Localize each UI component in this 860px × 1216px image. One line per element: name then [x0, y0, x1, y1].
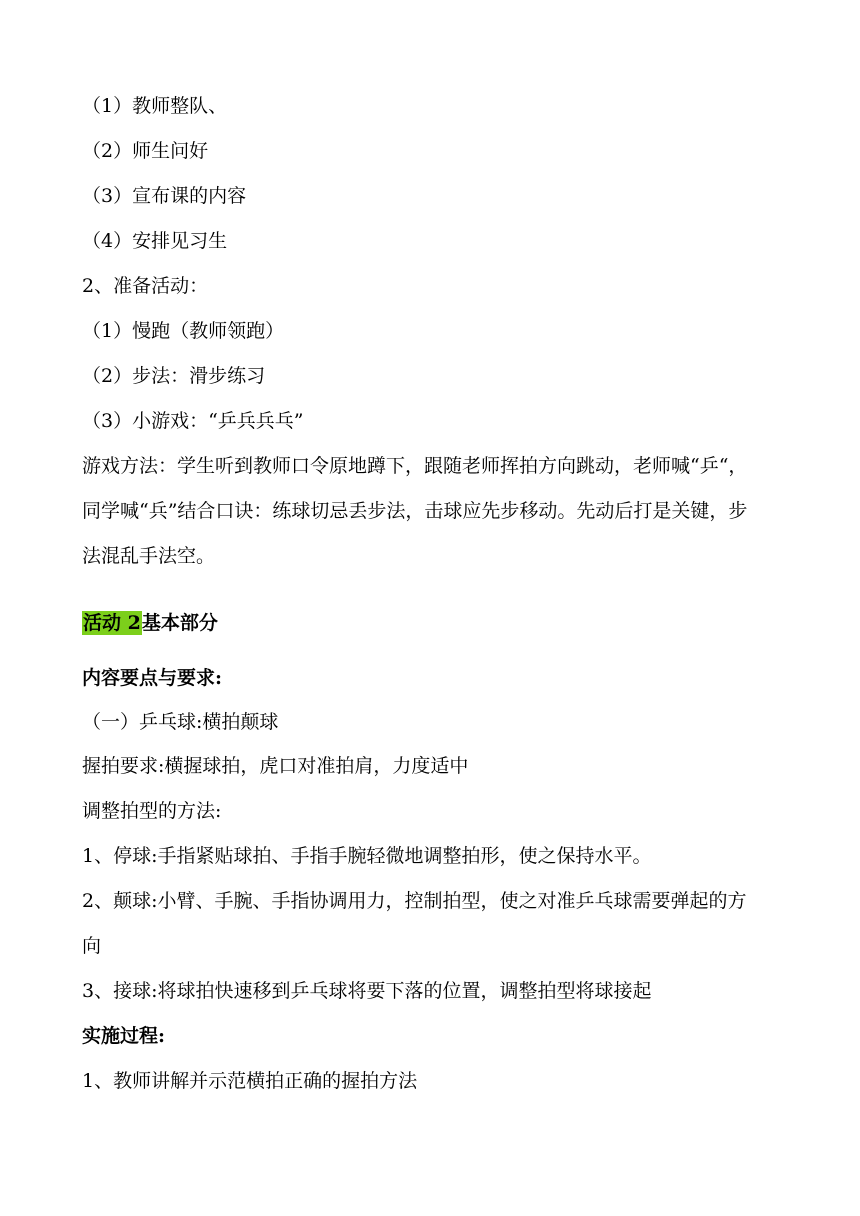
item-one: （一）乒乓球:横拍颠球	[82, 711, 279, 733]
point-2-line-2: 向	[82, 935, 102, 957]
activity2-title: 基本部分	[141, 612, 218, 634]
activity2-highlight: 活动 2	[83, 612, 141, 634]
grip-requirement: 握拍要求:横握球拍，虎口对准拍肩，力度适中	[82, 755, 469, 777]
warmup-heading: 2、准备活动：	[82, 275, 209, 297]
point-2-line-1: 2、颠球:小臂、手腕、手指协调用力，控制拍型，使之对准乒乓球需要弹起的方	[82, 890, 747, 912]
adjust-method-heading: 调整拍型的方法:	[82, 800, 222, 822]
point-3: 3、接球:将球拍快速移到乒乓球将要下落的位置，调整拍型将球接起	[82, 980, 652, 1002]
game-method-line-2: 同学喊“兵”结合口诀：练球切忌丢步法，击球应先步移动。先动后打是关键，步	[82, 500, 748, 522]
process-heading: 实施过程:	[82, 1025, 166, 1047]
game-method-line-3: 法混乱手法空。	[82, 545, 216, 567]
game-method-line-1: 游戏方法：学生听到教师口令原地蹲下，跟随老师挥拍方向跳动，老师喊“乒“，	[82, 455, 748, 477]
intro-line-4: （4）安排见习生	[82, 230, 228, 252]
point-1: 1、停球:手指紧贴球拍、手指手腕轻微地调整拍形，使之保持水平。	[82, 845, 652, 867]
warmup-item-2: （2）步法：滑步练习	[82, 365, 266, 387]
intro-line-2: （2）师生问好	[82, 140, 209, 162]
intro-line-1: （1）教师整队、	[82, 95, 228, 117]
process-step-1: 1、教师讲解并示范横拍正确的握拍方法	[82, 1070, 418, 1092]
content-heading: 内容要点与要求:	[82, 667, 223, 689]
warmup-item-1: （1）慢跑（教师领跑）	[82, 320, 285, 342]
activity2-heading	[82, 610, 800, 636]
intro-line-3: （3）宣布课的内容	[82, 185, 247, 207]
warmup-item-3: （3）小游戏：“乒兵兵乓”	[82, 410, 304, 432]
